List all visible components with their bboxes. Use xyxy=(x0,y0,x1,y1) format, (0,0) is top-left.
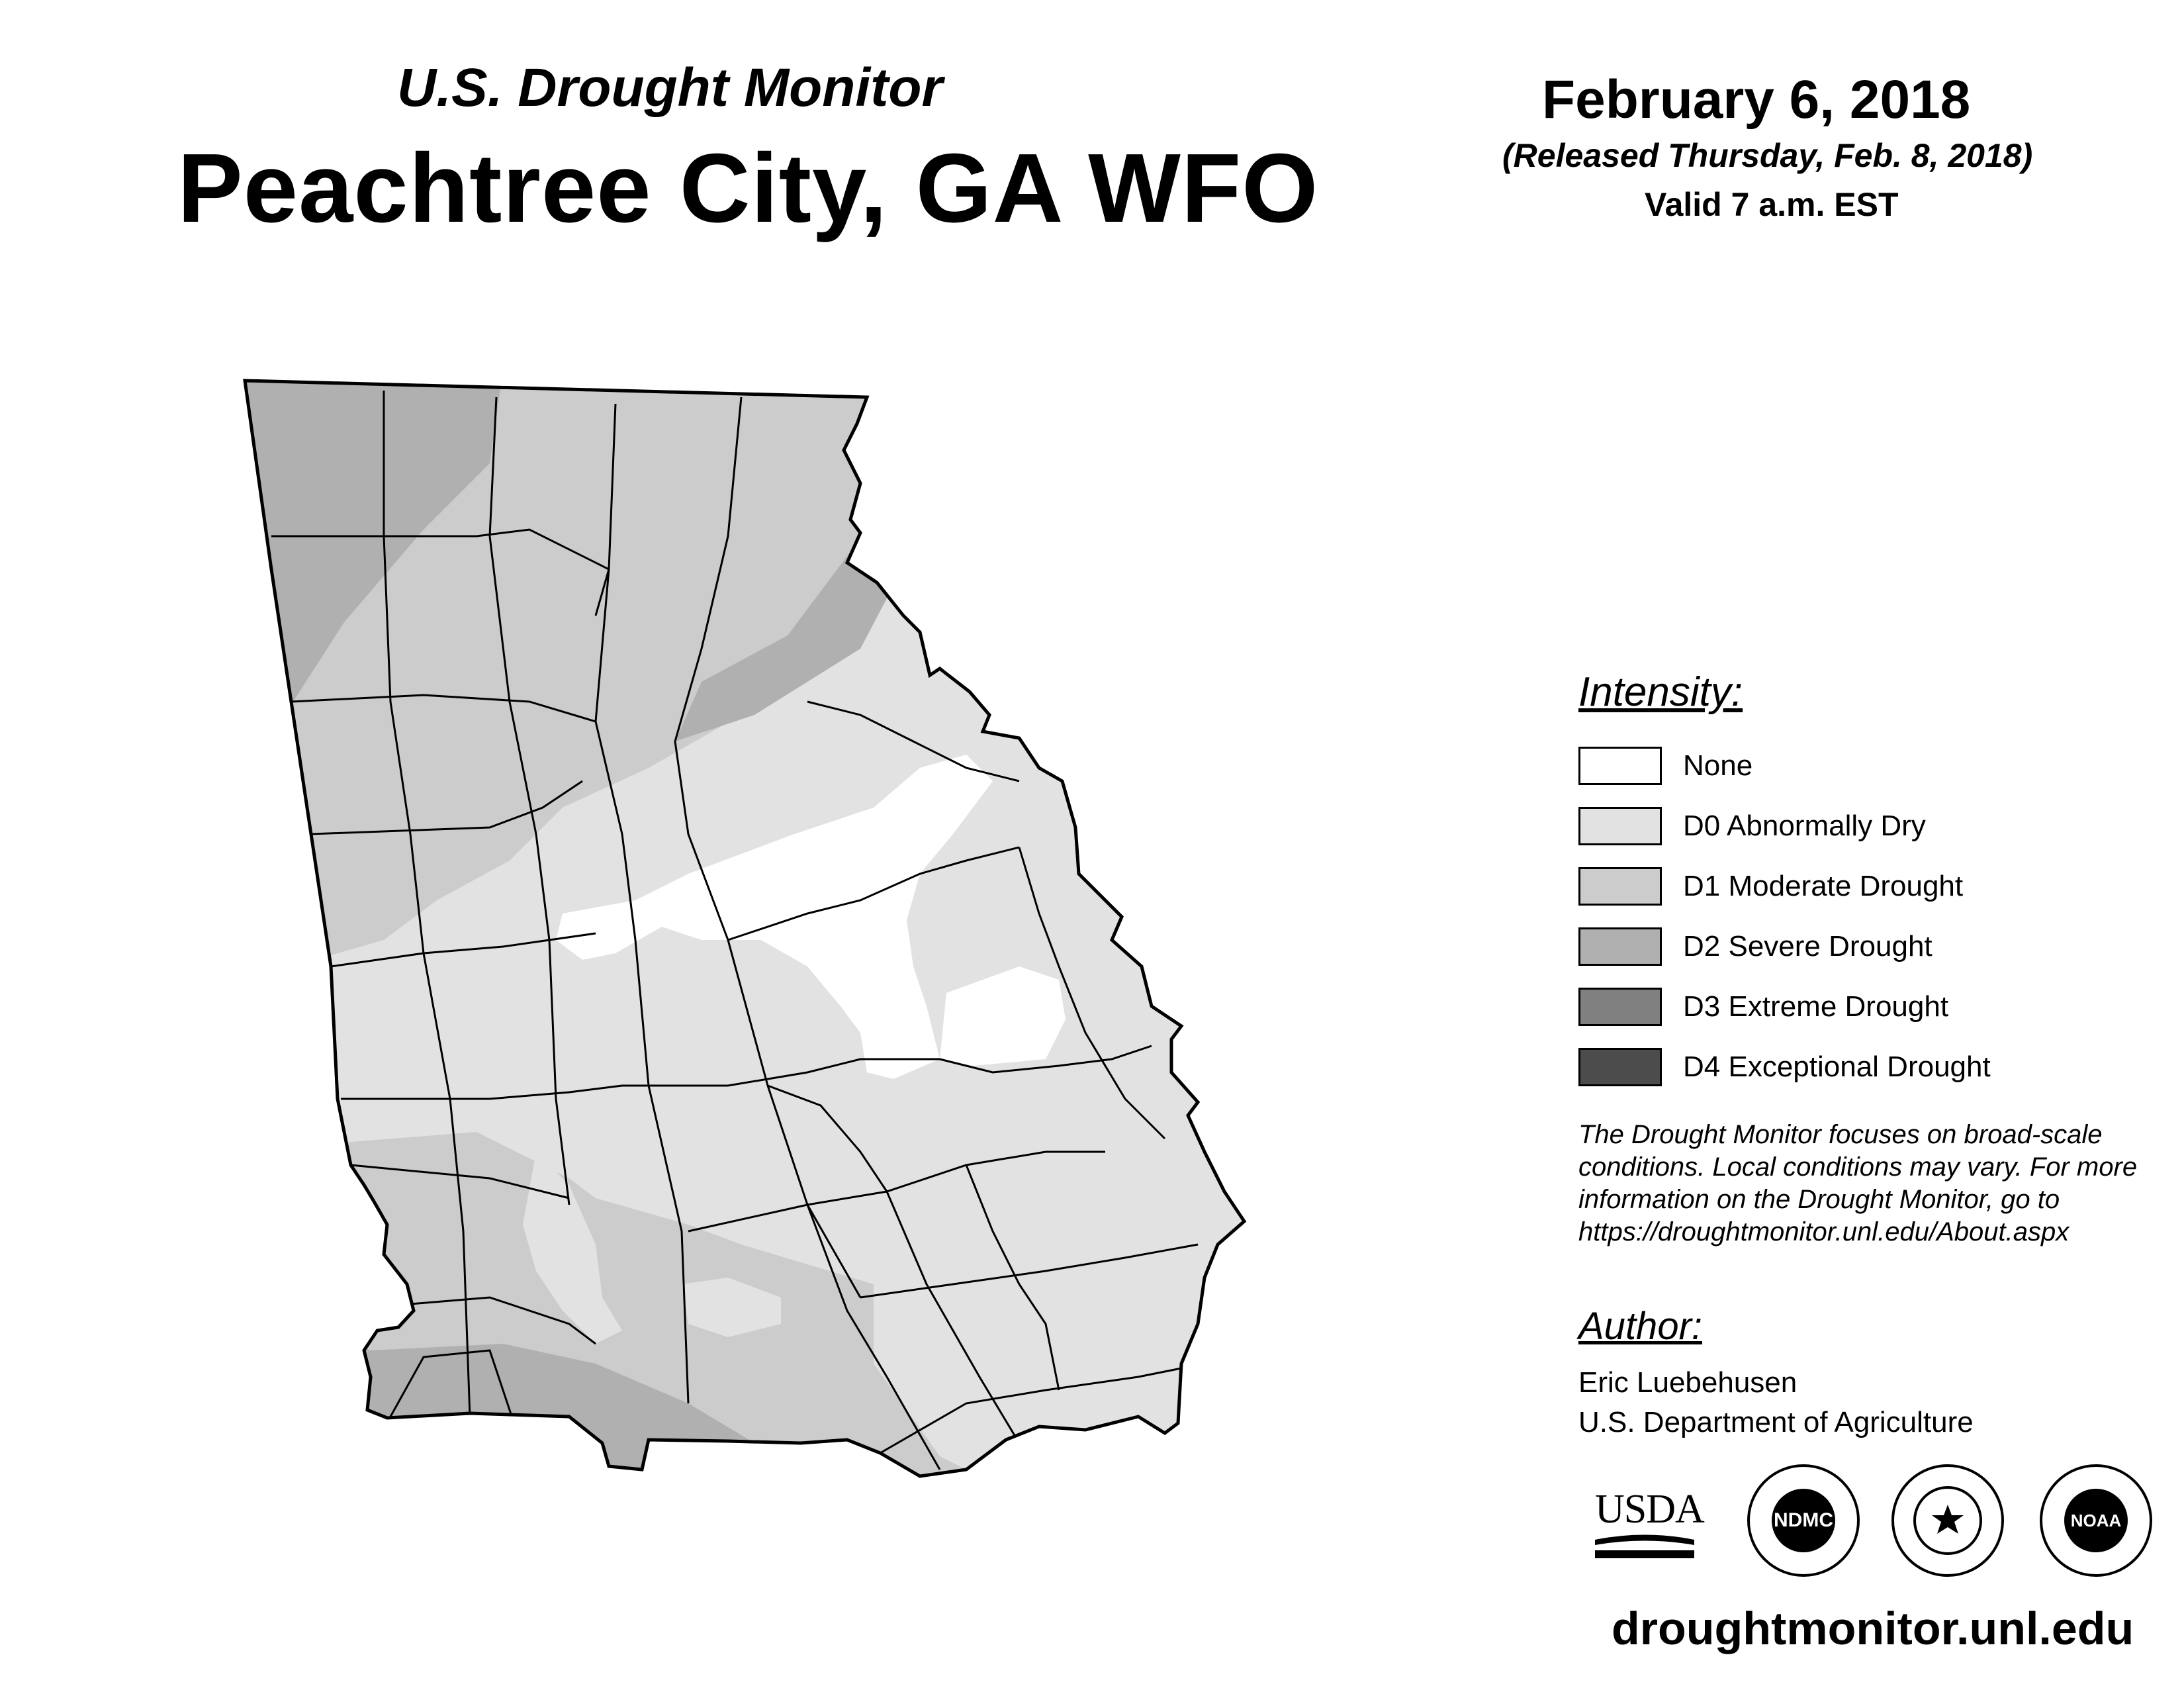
drought-areas xyxy=(225,371,1350,1615)
department-of-commerce-seal xyxy=(1891,1464,2004,1577)
legend-swatch xyxy=(1578,747,1662,785)
map-date: February 6, 2018 xyxy=(1542,70,1971,130)
legend-item xyxy=(1578,796,2161,856)
legend-swatch xyxy=(1578,807,1662,845)
legend-swatch xyxy=(1578,927,1662,966)
legend-title: Intensity: xyxy=(1578,669,1743,715)
map-title: Peachtree City, GA WFO xyxy=(177,134,1319,243)
website-url[interactable]: droughtmonitor.unl.edu xyxy=(1612,1603,2134,1654)
legend-swatch xyxy=(1578,988,1662,1026)
legend-label: D1 Moderate Drought xyxy=(1683,869,1964,902)
legend-swatch xyxy=(1578,867,1662,906)
legend-label: D3 Extreme Drought xyxy=(1683,990,1949,1023)
valid-time: Valid 7 a.m. EST xyxy=(1645,186,1899,223)
ndmc-logo: NDMC xyxy=(1747,1464,1860,1577)
author-name: Eric Luebehusen xyxy=(1578,1366,1797,1399)
release-date: (Released Thursday, Feb. 8, 2018) xyxy=(1502,137,2033,174)
legend-item xyxy=(1578,976,2161,1037)
author-organization: U.S. Department of Agriculture xyxy=(1578,1406,1974,1438)
legend-swatch xyxy=(1578,1048,1662,1086)
legend-label: D4 Exceptional Drought xyxy=(1683,1050,1991,1083)
legend-item xyxy=(1578,735,2161,796)
usda-logo: USDA xyxy=(1595,1486,1701,1559)
georgia-drought-map xyxy=(225,371,1350,1615)
legend-label: D2 Severe Drought xyxy=(1683,929,1933,962)
legend-label: D0 Abnormally Dry xyxy=(1683,809,1926,842)
legend xyxy=(1578,669,2161,1097)
author-heading: Author: xyxy=(1578,1305,1702,1348)
legend-item xyxy=(1578,1037,2161,1097)
disclaimer-note: The Drought Monitor focuses on broad-scale conditions. Local conditions may vary. For more information on the Drought Monitor, go to https://droughtmonitor.unl.edu/About.aspx xyxy=(1578,1120,2138,1246)
legend-item xyxy=(1578,856,2161,916)
map-subtitle: U.S. Drought Monitor xyxy=(397,58,943,118)
legend-item xyxy=(1578,916,2161,976)
noaa-logo: NOAA xyxy=(2040,1464,2152,1577)
legend-label: None xyxy=(1683,749,1753,782)
